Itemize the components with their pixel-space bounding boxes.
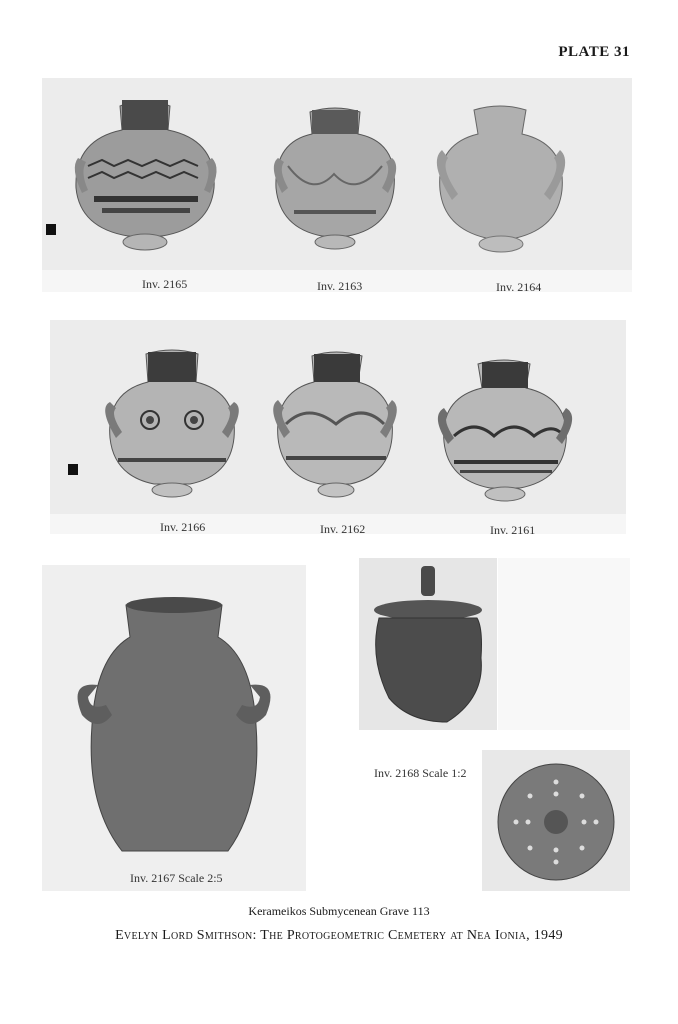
scale-marker <box>46 224 56 235</box>
vessel-inv-2163 <box>274 108 396 249</box>
vessel-inv-2161 <box>438 360 572 501</box>
grave-caption: Kerameikos Submycenean Grave 113 <box>248 904 430 918</box>
caption-inv-2166: Inv. 2166 <box>160 520 206 534</box>
caption-inv-2163: Inv. 2163 <box>317 279 363 292</box>
caption-inv-2162: Inv. 2162 <box>320 522 366 534</box>
caption-inv-2161: Inv. 2161 <box>490 523 536 534</box>
row1-vessels <box>42 78 632 292</box>
photo-inv-2167 <box>42 565 306 891</box>
vessel-inv-2165 <box>75 100 217 250</box>
photo-row-2 <box>50 320 626 534</box>
caption-inv-2165: Inv. 2165 <box>142 277 188 291</box>
photo-inv-2168-lid <box>482 750 630 891</box>
photo-inv-2168-side <box>359 558 497 730</box>
row2-vessels <box>50 320 626 534</box>
caption-inv-2167: Inv. 2167 Scale 2:5 <box>130 871 223 885</box>
caption-inv-2168: Inv. 2168 Scale 1:2 <box>374 766 467 780</box>
caption-inv-2164: Inv. 2164 <box>496 280 542 292</box>
vessel-inv-2168-side <box>359 558 497 730</box>
vessel-inv-2168-lid <box>482 750 630 891</box>
photo-backdrop <box>498 558 630 730</box>
source-credit: Evelyn Lord Smithson: The Protogeometric Cemetery at Nea Ionia, 1949 <box>115 928 563 943</box>
vessel-inv-2164 <box>437 106 565 252</box>
plate-number: PLATE 31 <box>558 44 630 60</box>
vessel-inv-2166 <box>105 350 239 497</box>
vessel-inv-2162 <box>273 352 397 497</box>
photo-row-1 <box>42 78 632 292</box>
scale-marker <box>68 464 78 475</box>
vessel-inv-2167 <box>42 565 306 891</box>
